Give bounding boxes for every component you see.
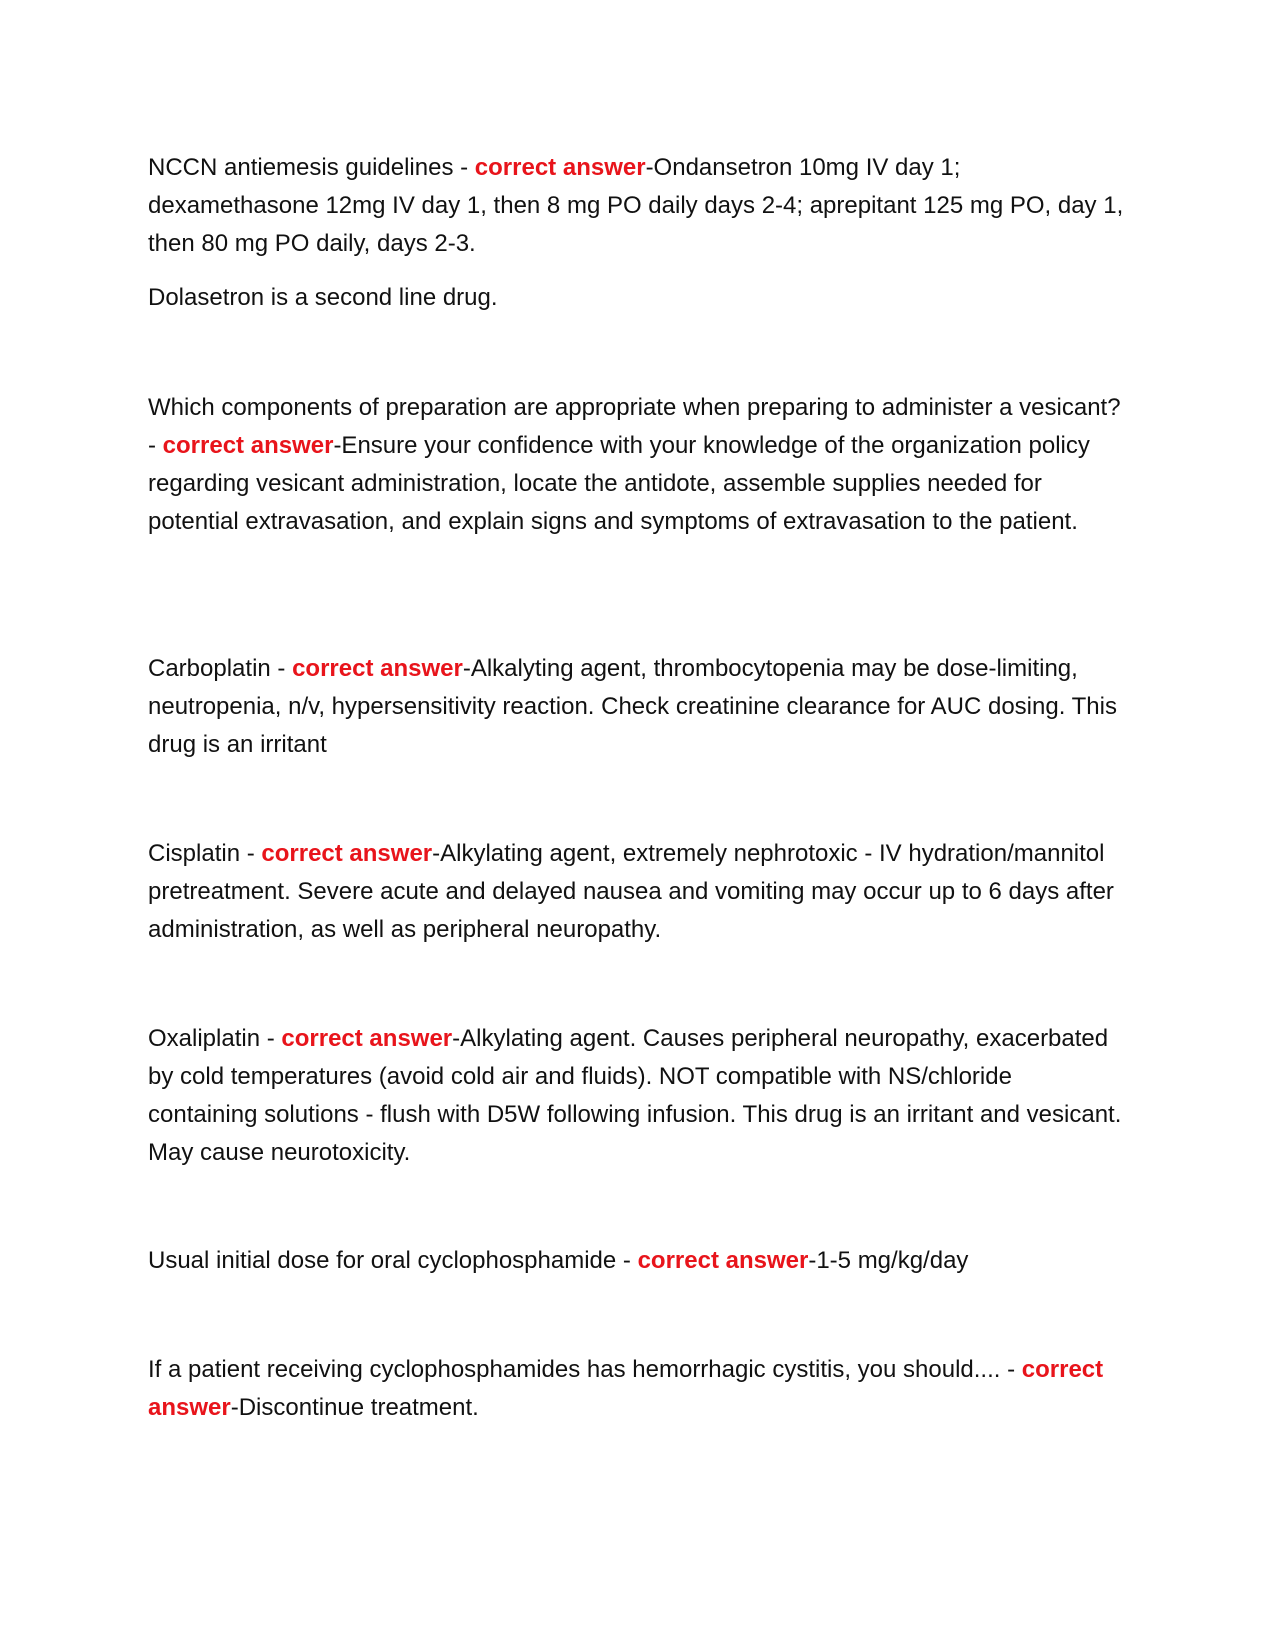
correct-answer-label: correct answer <box>148 1356 1104 1421</box>
answer-text: -Discontinue treatment. <box>230 1394 479 1421</box>
qa-item-oxaliplatin <box>148 1020 1128 1172</box>
correct-answer-label: correct answer <box>162 432 334 459</box>
answer-text: -Ensure your confidence with your knowledge of the organization policy regarding vesicant administration, locate the antidote, assemble supplies needed for potential extravasation, and explain signs and symptoms of extravasation to the patient. <box>148 432 1090 535</box>
answer-text: -Alkalyting agent, thrombocytopenia may be dose-limiting, neutropenia, n/v, hypersensitivity reaction. Check creatinine clearance for AUC dosing. This drug is an irritant <box>148 655 1117 758</box>
correct-answer-label: correct answer <box>292 655 463 682</box>
qa-item-oral-cyclophosphamide-dose <box>148 1242 1128 1280</box>
qa-paragraph <box>148 1020 1128 1172</box>
question-text: Which components of preparation are appropriate when preparing to administer a vesicant? - <box>148 394 1121 459</box>
qa-paragraph <box>148 1351 1128 1427</box>
answer-text: -1-5 mg/kg/day <box>808 1247 969 1274</box>
qa-item-hemorrhagic-cystitis <box>148 1351 1128 1427</box>
qa-item-carboplatin <box>148 650 1128 764</box>
note-text: Dolasetron is a second line drug. <box>148 284 498 311</box>
qa-item-cisplatin <box>148 835 1128 949</box>
question-text: Carboplatin - <box>148 655 293 682</box>
question-text: Usual initial dose for oral cyclophosphamide - <box>148 1247 638 1274</box>
qa-paragraph <box>148 835 1128 949</box>
question-text: Oxaliplatin - <box>148 1025 282 1052</box>
question-text: If a patient receiving cyclophosphamides has hemorrhagic cystitis, you should.... - <box>148 1356 1022 1383</box>
correct-answer-label: correct answer <box>261 840 433 867</box>
qa-paragraph <box>148 149 1128 263</box>
qa-item-vesicant-preparation <box>148 389 1128 541</box>
correct-answer-label: correct answer <box>474 154 646 181</box>
answer-text: -Alkylating agent, extremely nephrotoxic - IV hydration/mannitol pretreatment. Severe acute and delayed nausea and vomiting may occur up to 6 days after administration, as well as peripheral neuropathy. <box>148 840 1114 943</box>
qa-item-nccn-antiemesis <box>148 149 1128 317</box>
answer-text: -Alkylating agent. Causes peripheral neuropathy, exacerbated by cold temperatures (avoid cold air and fluids). NOT compatible with NS/chloride containing solutions - flush with D5W following infusion. This drug is an irritant and vesicant. May cause neurotoxicity. <box>148 1025 1122 1166</box>
correct-answer-label: correct answer <box>637 1247 809 1274</box>
qa-paragraph <box>148 1242 1128 1280</box>
correct-answer-label: correct answer <box>281 1025 453 1052</box>
qa-paragraph <box>148 389 1128 541</box>
qa-paragraph <box>148 650 1128 764</box>
answer-text: -Ondansetron 10mg IV day 1; dexamethasone 12mg IV day 1, then 8 mg PO daily days 2-4; aprepitant 125 mg PO, day 1, then 80 mg PO daily, days 2-3. <box>148 154 1124 257</box>
question-text: NCCN antiemesis guidelines - <box>148 154 475 181</box>
question-text: Cisplatin - <box>148 840 262 867</box>
